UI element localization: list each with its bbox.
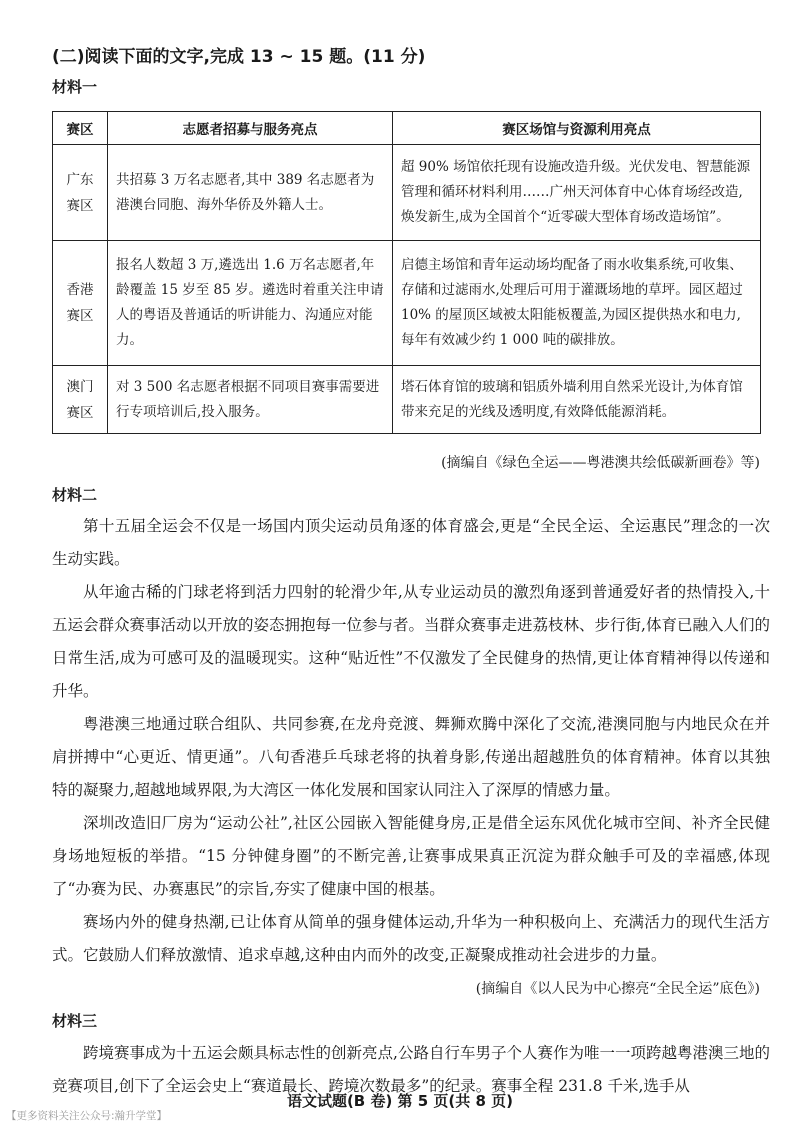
- watermark-text: 【更多资料关注公众号:瀚升学堂】: [6, 1110, 168, 1122]
- region-name: 澳门: [66, 378, 94, 395]
- venue-cell: 启德主场馆和青年运动场均配备了雨水收集系统,可收集、存储和过滤雨水,处理后可用于灌溉场地的草坪。园区超过 10% 的屋顶区域被太阳能板覆盖,为园区提供热水和电力,每年有效减少约 1 000 吨的碳排放。: [393, 241, 761, 366]
- region-cell: [53, 145, 108, 241]
- material-1-table: [52, 111, 761, 434]
- table-row: [53, 145, 761, 241]
- volunteer-cell: 报名人数超 3 万,遴选出 1.6 万名志愿者,年龄覆盖 15 岁至 85 岁。遴选时着重关注申请人的粤语及普通话的听讲能力、沟通应对能力。: [108, 241, 393, 366]
- material-2-paragraph: 深圳改造旧厂房为“运动公社”,社区公园嵌入智能健身房,正是借全运东风优化城市空间、补齐全民健身场地短板的举措。“15 分钟健身圈”的不断完善,让赛事成果真正沉淀为群众触手可及的幸福感,体现了“办赛为民、办赛惠民”的宗旨,夯实了健康中国的根基。: [52, 814, 770, 898]
- question-heading: (二)阅读下面的文字,完成 13 ~ 15 题。(11 分): [52, 47, 426, 67]
- table-header-cell: 赛区: [53, 112, 108, 145]
- region-name: 赛区: [66, 308, 94, 324]
- table-row: [53, 241, 761, 366]
- material-1-source: (摘编自《绿色全运——粤港澳共绘低碳新画卷》等): [441, 455, 760, 471]
- material-2-source: (摘编自《以人民为中心擦亮“全民全运”底色》): [475, 981, 760, 997]
- region-name: 广东: [66, 171, 94, 188]
- material-2-paragraph: 第十五届全运会不仅是一场国内顶尖运动员角逐的体育盛会,更是“全民全运、全运惠民”理念的一次生动实践。: [52, 517, 770, 568]
- region-name: 赛区: [66, 197, 94, 214]
- table-header-cell: 志愿者招募与服务亮点: [108, 112, 393, 145]
- venue-cell: 超 90% 场馆依托现有设施改造升级。光伏发电、智慧能源管理和循环材料利用……广州天河体育中心体育场经改造,焕发新生,成为全国首个“近零碳大型体育场改造场馆”。: [393, 145, 761, 241]
- table-header-cell: 赛区场馆与资源利用亮点: [393, 112, 761, 145]
- material-2-label: 材料二: [52, 486, 98, 504]
- page-footer: 语文试题(B 卷) 第 5 页(共 8 页): [286, 1092, 514, 1110]
- material-2-paragraph: 赛场内外的健身热潮,已让体育从简单的强身健体运动,升华为一种积极向上、充满活力的现代生活方式。它鼓励人们释放激情、追求卓越,这种由内而外的改变,正凝聚成推动社会进步的力量。: [52, 913, 770, 964]
- region-name: 赛区: [66, 404, 94, 421]
- volunteer-cell: 共招募 3 万名志愿者,其中 389 名志愿者为港澳台同胞、海外华侨及外籍人士。: [108, 145, 393, 241]
- material-3-paragraph: 跨境赛事成为十五运会颇具标志性的创新亮点,公路自行车男子个人赛作为唯一一项跨越粤港澳三地的竞赛项目,创下了全运会史上“赛道最长、跨境次数最多”的纪录。赛事全程 231.8 千米,选手从: [52, 1044, 770, 1095]
- material-3-label: 材料三: [52, 1012, 98, 1030]
- volunteer-cell: 对 3 500 名志愿者根据不同项目赛事需要进行专项培训后,投入服务。: [108, 366, 393, 434]
- material-2-paragraph: 粤港澳三地通过联合组队、共同参赛,在龙舟竞渡、舞狮欢腾中深化了交流,港澳同胞与内地民众在并肩拼搏中“心更近、情更通”。八旬香港乒乓球老将的执着身影,传递出超越胜负的体育精神。体育以其独特的凝聚力,超越地域界限,为大湾区一体化发展和国家认同注入了深厚的情感力量。: [52, 715, 770, 799]
- region-name: 香港: [66, 282, 94, 298]
- region-cell: [53, 241, 108, 366]
- venue-cell: 塔石体育馆的玻璃和铝质外墙利用自然采光设计,为体育馆带来充足的光线及透明度,有效降低能源消耗。: [393, 366, 761, 434]
- material-1-label: 材料一: [52, 78, 98, 96]
- region-cell: [53, 366, 108, 434]
- material-2-paragraph: 从年逾古稀的门球老将到活力四射的轮滑少年,从专业运动员的激烈角逐到普通爱好者的热情投入,十五运会群众赛事活动以开放的姿态拥抱每一位参与者。当群众赛事走进荔枝林、步行街,体育已融入人们的日常生活,成为可感可及的温暖现实。这种“贴近性”不仅激发了全民健身的热情,更让体育精神得以传递和升华。: [52, 583, 770, 700]
- table-row: [53, 366, 761, 434]
- table-header-row: [53, 112, 761, 145]
